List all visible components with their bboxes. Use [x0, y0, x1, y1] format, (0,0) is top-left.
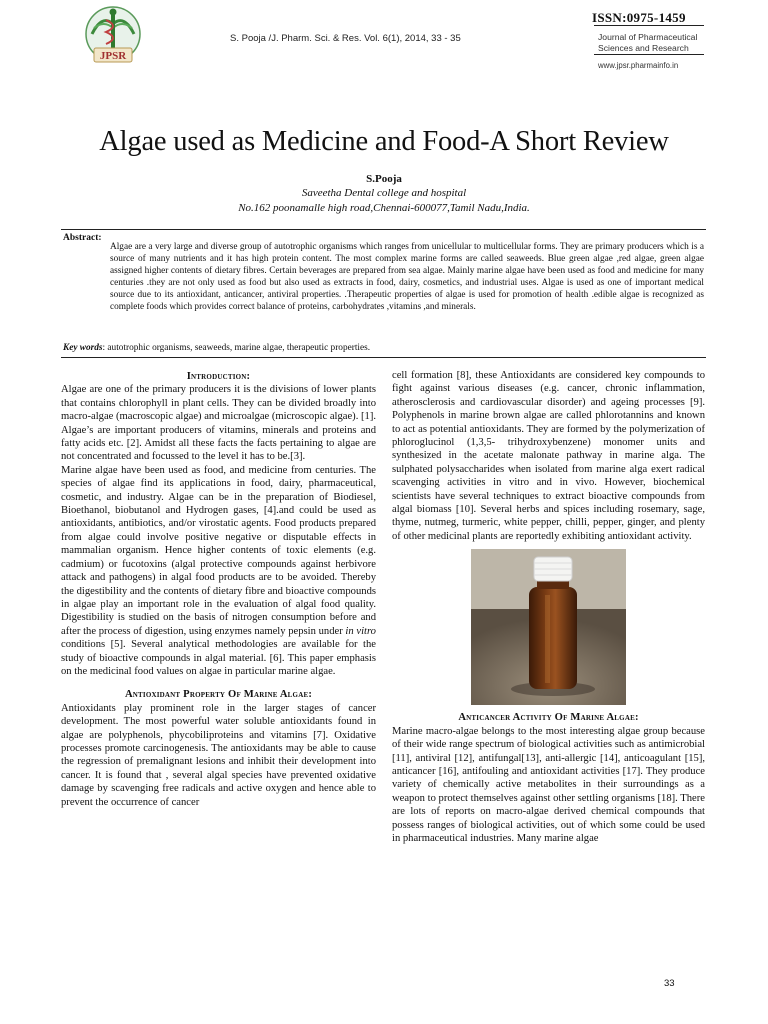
journal-name: [592, 32, 704, 54]
antioxidant-paragraph-continued: cell formation [8], these Antioxidants are considered key compounds to fight against various diseases (e.g. cancer, chronic inflammation, atherosclerosis and cardiovascular disorder) and ageing processes [9]. Polyphenols in marine brown algae are called phlorotannins and known to act as potential antioxidants. They are formed by the polymerization of phloroglucinol (1,3,5- trihydroxybenzene) monomer units and synthesized in the acetate malonate pathway in marine alga. The sulphated polysaccharides when isolated from marine alga exert radical scavenging activities in vitro and in vivo. However, biochemical scientists have several techniques to extract bioactive compounds from algal biomass [10]. Several herbs and spices including rosemary, sage, thyme, nutmeg, turmeric, white pepper, chilli, pepper, ginger, and plenty of other medicinal plants are reportedly exhibiting antioxidant activity.: [392, 370, 705, 542]
antioxidant-paragraph-1: Antioxidants play prominent role in the larger stages of cancer development. The most powerful water soluble antioxidants found in algae are polyphenols, phycobiliproteins and vitamins [7]. Oxidative processes promote carcinogenesis. The antioxidants may be able to cause the regression of premalignant lesions and inhibit their development into cancer. It is found that , several algal species have prevented oxidative damage by scavenging free radicals and active oxygen and hence able to prevent the occurrence of cancer: [61, 702, 376, 808]
right-column: [392, 369, 705, 845]
journal-masthead: [592, 10, 704, 70]
keywords-text: : autotrophic organisms, seaweeds, marine algae, therapeutic properties.: [102, 343, 371, 353]
keywords: [63, 343, 370, 353]
running-head: S. Pooja /J. Pharm. Sci. & Res. Vol. 6(1), 2014, 33 - 35: [230, 33, 461, 44]
section-heading-introduction: Introduction:: [186, 371, 251, 382]
affiliation-line2: No.162 poonamalle high road,Chennai-600077,Tamil Nadu,India.: [238, 202, 530, 214]
journal-name-line1: Journal of Pharmaceutical: [598, 32, 698, 42]
author-name: S.Pooja: [366, 173, 402, 185]
issn: ISSN:0975-1459: [592, 10, 686, 25]
section-heading-anticancer: Anticancer Activity Of Marine Algae:: [458, 712, 639, 724]
logo-text: JPSR: [99, 50, 127, 62]
abstract-label: Abstract:: [63, 233, 102, 243]
bottle-figure: [471, 549, 626, 705]
masthead-rule: [594, 25, 704, 26]
abstract-top-rule: [61, 229, 706, 230]
medicine-bottle-icon: [471, 549, 626, 705]
intro-paragraph-2: Marine algae have been used as food, and medicine from centuries. The species of algae find its applications in food, dairy, pharmaceutical, cosmetic, and industry. Algae can be in the preparation of Biodiesel, Bioethanol, biobutanol and Hydrogen gases, [4].and could be used as antioxidants, antibiotics, and/or virostatic agents. Food products prepared from algae could involve positive negative or disputable effects in mammalian organism. Hence higher contents of toxic elements (e.g. cadmium) or fucotoxins (algal protective compounds against herbivore attack and pathogens) in algal food products are to be avoided. Thereby the digestibility and the contents of dietary fibre and bioactive compounds in algae play an important role in the evaluation of algal food quality. Digestibility is studied on the basis of nitrogen consumption before and after the process of digestion, using enzymes namely pepsin under in vitro conditions [5]. Several analytical methodologies are available for the study of bioactive compounds in algal material. [6]. This paper emphasis on the medicinal food values on algae in particular marine algae.: [61, 464, 376, 677]
journal-website[interactable]: www.jpsr.pharmainfo.in: [598, 61, 679, 70]
journal-name-line2: Sciences and Research: [598, 43, 689, 53]
masthead-rule-2: [594, 54, 704, 55]
affiliation-line1: Saveetha Dental college and hospital: [301, 187, 467, 199]
article-title: Algae used as Medicine and Food-A Short Review: [99, 126, 669, 157]
journal-logo: [80, 4, 146, 70]
intro-paragraph-1: Algae are one of the primary producers it is the divisions of lower plants that contains chlorophyll in plant cells. They can be divided broadly into macro-algae (macroscopic algae) and microalgae (microscopic algae). [1]. Algae’s are important producers of vitamins, minerals and proteins and fatty acids etc. [2]. Amidst all these facts the facts pertaining to algae are not concentrated and focussed to the level it has to be.[3].: [61, 384, 376, 463]
abstract-text: Algae are a very large and diverse group of autotrophic organisms which ranges from unicellular to multicellular forms. They are primary producers which is a source of many nutrients and it has high protein content. The most complex marine forms are called seaweeds. Blue green algae ,red algae, green algae assigned higher contents of dietary fibres. Certain beverages are prepared from sea algae. Mainly marine algae have been used as food and medicine for many centuries .they are not only used as food but also used as extracts in food, dairy, cosmetics, and industrial uses. Algae is used as one of important medical source due to its antioxidant, anticancer, antiviral properties. .Therapeutic properties of algae is used for promotion of health .edible algae is recognized as complete foods which provides correct balance of proteins, carbohydrates ,vitamins ,and minerals.: [110, 242, 704, 312]
anticancer-paragraph-1: Marine macro-algae belongs to the most interesting algae group because of their wide range spectrum of biological activities such as antimicrobial [11], antiviral [12], antifungal[13], anti-allergic [14], anticoagulant [15], anticancer [16], antifouling and antioxidant activities [17]. They produce variety of chemically active metabolites in their surroundings as a weapon to protect themselves against other settling organisms [18]. There are lots of reports on macro-algae derived chemical compounds that possess ranges of biological activities, out of which some could be used in pharmaceutical industries. Many marine algae: [392, 725, 705, 844]
keywords-label: Key words: [63, 343, 103, 353]
left-column: [61, 370, 376, 809]
body-top-rule: [61, 357, 706, 358]
page-number: 33: [664, 978, 675, 989]
section-heading-antioxidant: Antioxidant Property Of Marine Algae:: [124, 689, 313, 701]
